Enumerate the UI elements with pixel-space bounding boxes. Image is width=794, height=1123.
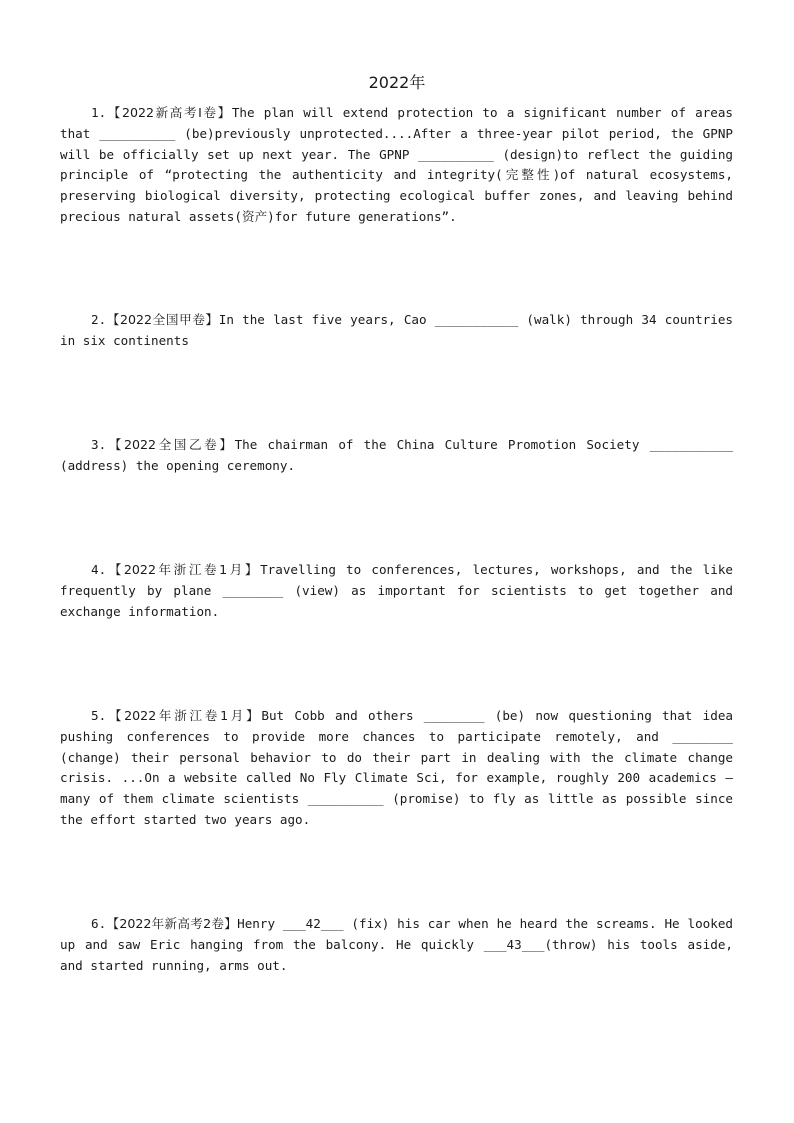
question-number: 3.: [91, 437, 107, 452]
question-text: The plan will extend protection to a significant number of areas that __________ (be)previously unprotected....After a three-year pilot period, the GPNP will be officially set up next year. The GPNP __________ (design)to reflect the guiding principle of “protecting the authenticity and integrity(完整性)of natural ecosystems, preserving biological diversity, protecting ecological buffer zones, and leaving behind precious natural assets(资产)for future generations”.: [60, 105, 733, 224]
question-source: 【2022全国甲卷】: [106, 312, 219, 327]
question-6: [60, 914, 733, 976]
question-number: 6.: [91, 916, 107, 931]
question-source: 【2022全国乙卷】: [106, 437, 235, 452]
question-text: The chairman of the China Culture Promotion Society ___________ (address) the opening ceremony.: [60, 437, 733, 473]
question-number: 5.: [91, 708, 107, 723]
page-title: 2022年: [368, 73, 426, 92]
question-1: [60, 103, 733, 228]
question-text: Travelling to conferences, lectures, workshops, and the like frequently by plane ________ (view) as important for scientists to get together and exchange information.: [60, 562, 733, 619]
question-5: [60, 706, 733, 831]
question-3: [60, 435, 733, 477]
question-2: [60, 310, 733, 352]
question-number: 4.: [91, 562, 107, 577]
question-source: 【2022年浙江卷1月】: [106, 562, 261, 577]
question-number: 1.: [91, 105, 107, 120]
question-text: Henry ___42___ (fix) his car when he heard the screams. He looked up and saw Eric hanging from the balcony. He quickly ___43___(throw) his tools aside, and started running, arms out.: [60, 916, 733, 973]
question-text: In the last five years, Cao ___________ (walk) through 34 countries in six continents: [60, 312, 733, 348]
question-source: 【2022新高考I卷】: [106, 105, 232, 120]
question-text: But Cobb and others ________ (be) now questioning that idea pushing conferences to provide more chances to participate remotely, and ________ (change) their personal behavior to do their part in dealing with the climate change crisis. ...On a website called No Fly Climate Sci, for example, roughly 200 academics —many of them climate scientists __________ (promise) to fly as little as possible since the effort started two years ago.: [60, 708, 733, 827]
question-source: 【2022年浙江卷1月】: [106, 708, 262, 723]
question-source: 【2022年新高考2卷】: [106, 916, 238, 931]
question-number: 2.: [91, 312, 107, 327]
question-4: [60, 560, 733, 622]
